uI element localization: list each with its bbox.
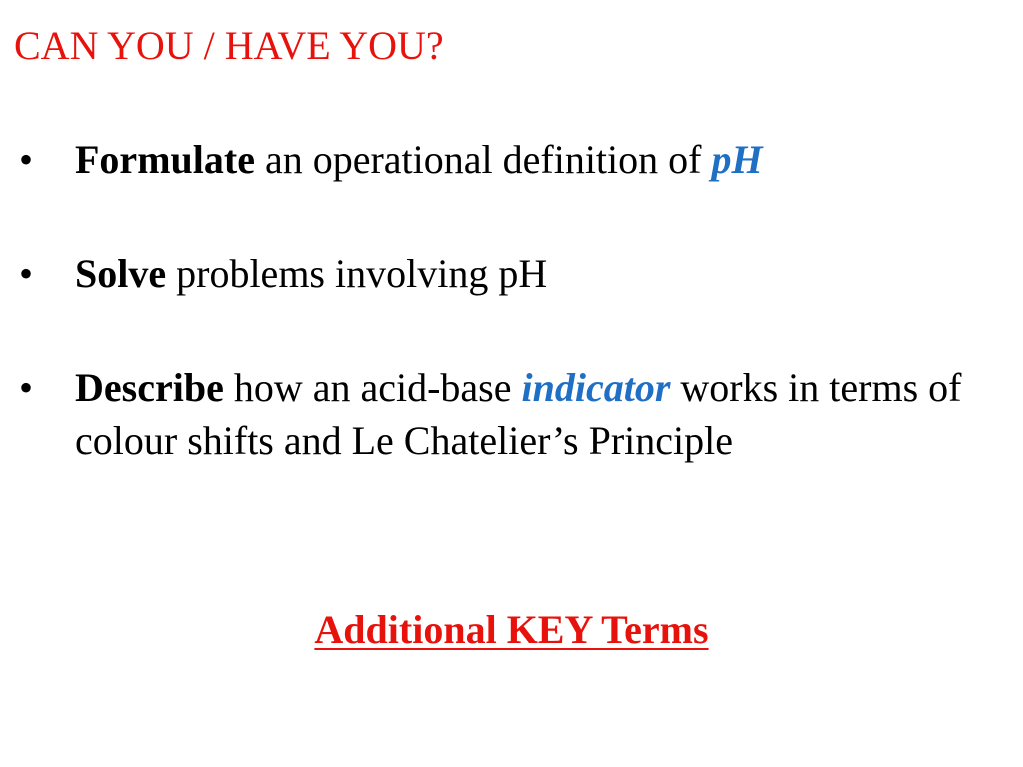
objective-text: an operational definition of (254, 137, 712, 182)
objective-solve (0, 247, 975, 300)
objective-formulate (0, 133, 975, 186)
objective-text: problems involving pH (166, 251, 548, 296)
key-terms-container (0, 606, 1023, 654)
objective-verb: Solve (75, 251, 167, 296)
bullet-dot-icon: • (19, 251, 34, 296)
bullet-dot-icon: • (19, 365, 34, 410)
objectives-list (0, 133, 1023, 467)
objective-text-after: works in terms of colour shifts and Le Chatelier’s Principle (75, 365, 962, 463)
objective-verb: Formulate (75, 137, 255, 182)
objective-text: how an acid-base (223, 365, 522, 410)
objective-keyword-ph: pH (711, 137, 763, 182)
additional-key-terms-link[interactable]: Additional KEY Terms (314, 607, 709, 652)
bullet-dot-icon: • (19, 137, 34, 182)
objective-describe (0, 361, 975, 467)
objective-verb: Describe (75, 365, 224, 410)
objective-keyword-indicator: indicator (521, 365, 671, 410)
slide-title: CAN YOU / HAVE YOU? (14, 23, 444, 68)
